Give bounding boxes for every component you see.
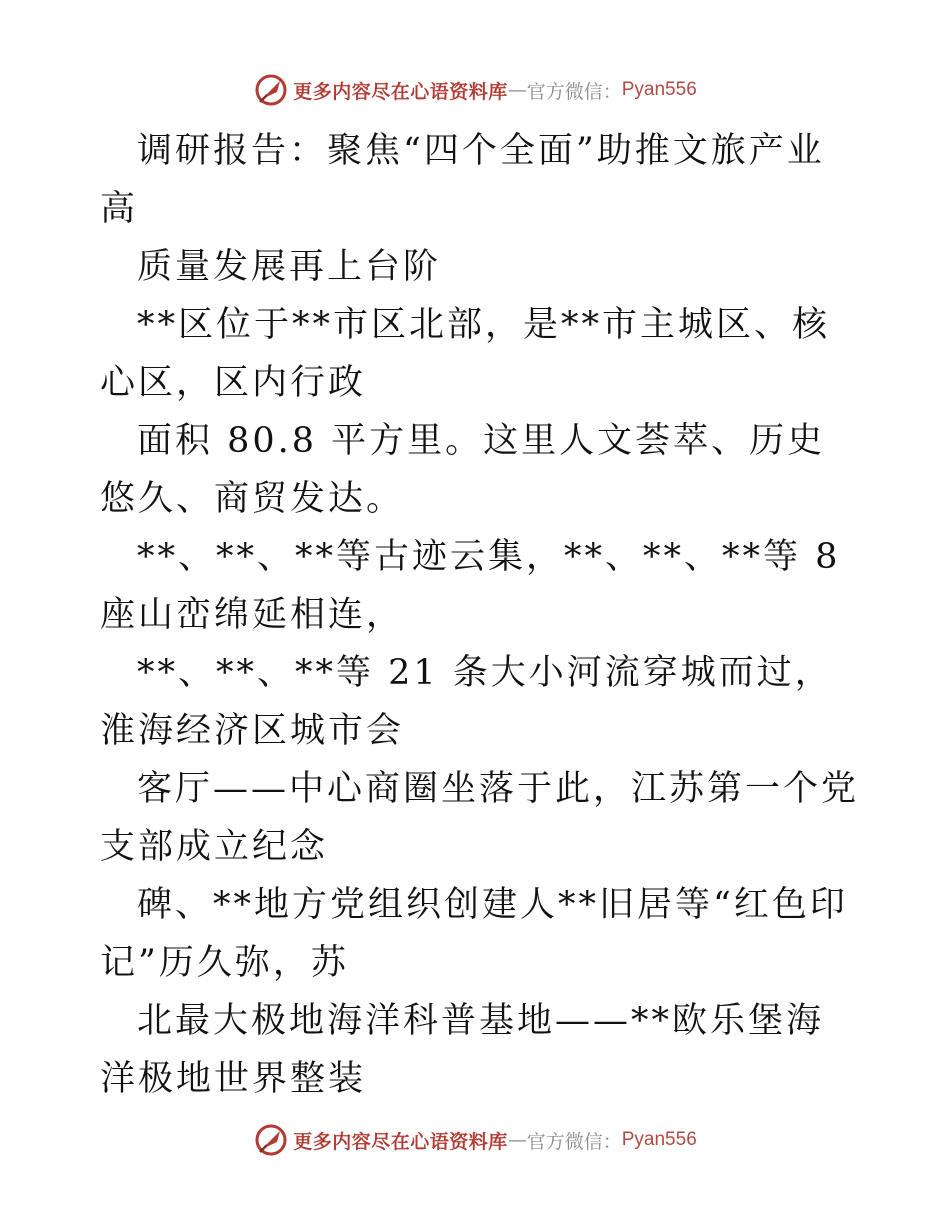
paragraph: 碑、**地方党组织创建人**旧居等“红色印记”历久弥，苏 xyxy=(100,885,848,983)
watermark-wechat-id: Pyan556 xyxy=(621,1129,697,1150)
paragraph: 客厅——中心商圈坐落于此，江苏第一个党支部成立纪念 xyxy=(100,769,860,867)
footer-watermark xyxy=(0,1120,950,1160)
header-watermark xyxy=(0,70,950,110)
watermark-wechat-label: 官方微信： xyxy=(526,1130,622,1153)
watermark-text: 更多内容尽在心语资料库 xyxy=(293,80,508,103)
paragraph: 北最大极地海洋科普基地——**欧乐堡海洋极地世界整装 xyxy=(100,1001,825,1099)
quill-logo-icon xyxy=(253,1122,289,1158)
watermark-separator: — xyxy=(507,79,527,101)
paragraph-title-1: 调研报告：聚焦“四个全面”助推文旅产业高 xyxy=(100,131,825,229)
watermark-separator: — xyxy=(507,1129,527,1151)
paragraph: 面积 80.8 平方里。这里人文荟萃、历史悠久、商贸发达。 xyxy=(100,421,826,519)
paragraph: **、**、**等 21 条大小河流穿城而过，淮海经济区城市会 xyxy=(100,653,833,751)
document-body xyxy=(100,122,860,1108)
watermark-wechat-id: Pyan556 xyxy=(621,79,697,100)
quill-logo-icon xyxy=(253,72,289,108)
paragraph: **区位于**市区北部，是**市主城区、核心区，区内行政 xyxy=(100,305,831,403)
paragraph-title-2: 质量发展再上台阶 xyxy=(137,247,442,287)
paragraph: **、**、**等古迹云集，**、**、**等 8 座山峦绵延相连， xyxy=(100,537,841,635)
watermark-wechat-label: 官方微信： xyxy=(526,80,622,103)
watermark-text: 更多内容尽在心语资料库 xyxy=(293,1130,508,1153)
